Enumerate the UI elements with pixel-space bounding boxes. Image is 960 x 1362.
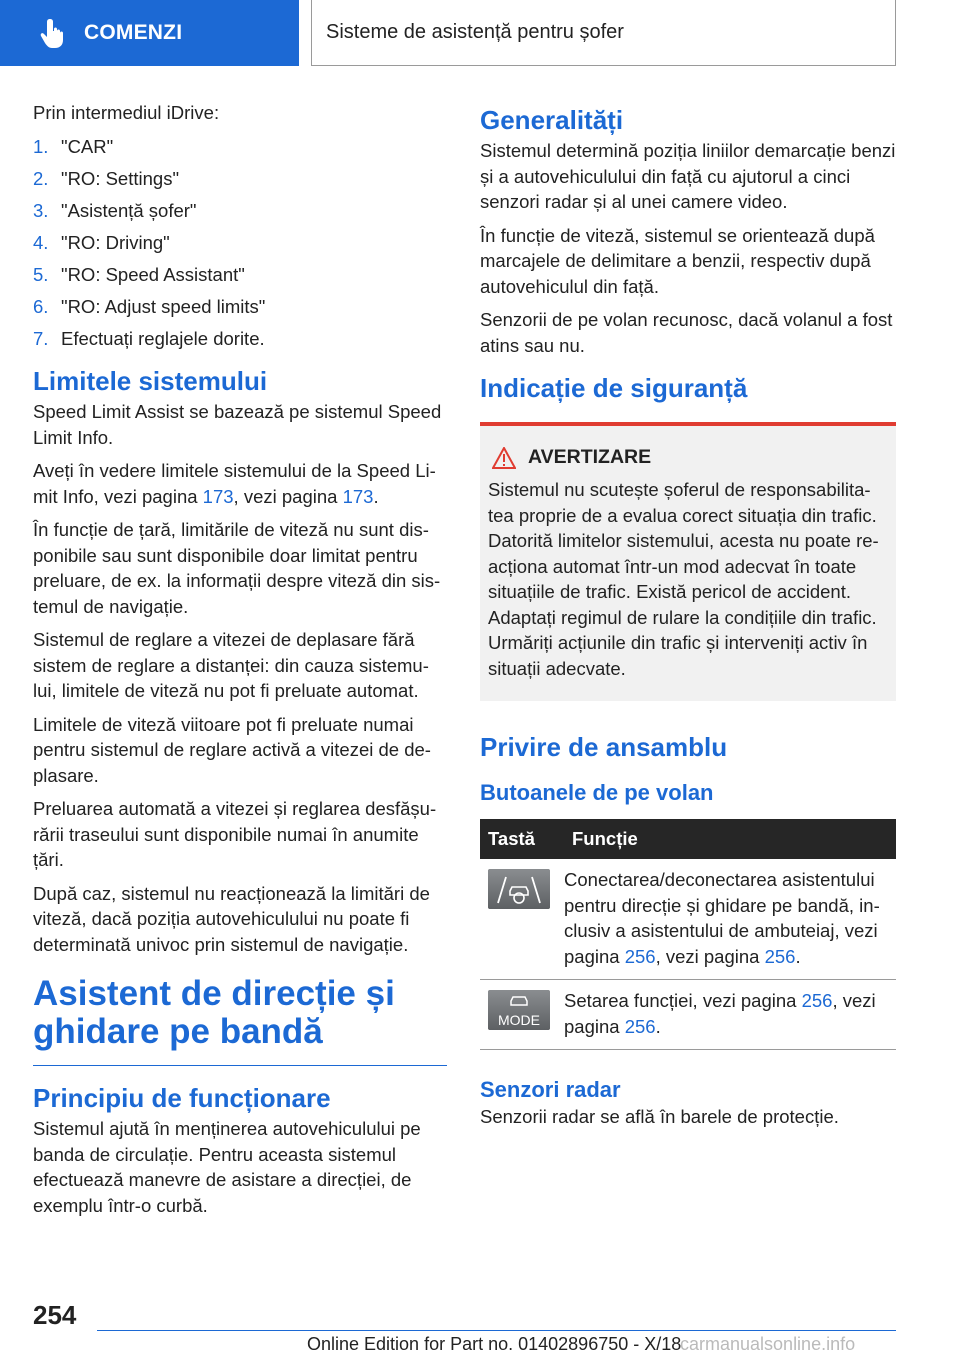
table-row: Conectarea/deconectarea asistentului pentru direcție și ghidare pe bandă, in-clusiv a asistentului de ambuteiaj, vezi pagina 256, vezi pagina 256. — [480, 859, 896, 980]
paragraph: Preluarea automată a vitezei și reglarea desfășu-rării traseului sunt disponibile numai în anumite țări. — [33, 798, 437, 870]
table-row: MODE Setarea funcției, vezi pagina 256, vezi pagina 256. — [480, 980, 896, 1050]
paragraph: Sistemul determină poziția liniilor demarcație benzi și a autovehiculului din față cu ajutorul a cinci senzori radar și al unei camere video. — [480, 140, 896, 212]
buttons-table — [480, 819, 896, 1050]
warning-box — [480, 422, 896, 701]
warning-text: Sistemul nu scutește șoferul de responsabilita-tea proprie de a evalua corect situația din trafic. Datorită limitelor sistemului, acesta nu poate re-acționa automat într-un mod adecvat în toate situațiile de trafic. Există pericol de accident. Adaptați regimul de rulare la condițiile din trafic. Urmăriți acțiunile din trafic și interveniți activ în situații adecvate. — [488, 479, 879, 679]
overview-heading: Privire de ansamblu — [480, 732, 728, 762]
page-link[interactable]: 256 — [801, 990, 833, 1011]
buttons-heading: Butoanele de pe volan — [480, 780, 714, 805]
list-item: 4. "RO: Driving" — [33, 231, 170, 253]
main-heading: Asistent de direcție și ghidare pe bandă — [33, 975, 447, 1066]
general-heading: Generalități — [480, 105, 624, 135]
watermark: carmanualsonline.info — [680, 1334, 856, 1354]
list-item: 1. "CAR" — [33, 135, 114, 157]
safety-heading: Indicație de siguranță — [480, 373, 748, 403]
principle-heading: Principiu de funcționare — [33, 1083, 331, 1113]
footer-divider — [97, 1330, 896, 1331]
section-title: Sisteme de asistență pentru șofer — [311, 0, 896, 66]
right-column — [480, 100, 896, 1138]
paragraph: După caz, sistemul nu reacționează la limitări de viteză, dacă poziția autovehiculului nu poate fi determinată univoc prin sistemul de navigație. — [33, 882, 430, 955]
paragraph: Aveți în vedere limitele sistemului de la Speed Li-mit Info, vezi pagina 173, vezi pagina 173. — [33, 460, 436, 507]
paragraph: Sistemul ajută în menținerea autovehiculului pe banda de circulație. Pentru aceasta sistemul efectuează manevre de asistare a direcției, de exemplu într-o curbă. — [33, 1118, 421, 1216]
table-header-row — [480, 819, 896, 859]
warning-triangle-icon — [492, 447, 516, 469]
paragraph: În funcție de viteză, sistemul se orientează după marcajele de delimitare a benzii, respectiv după autovehiculul din față. — [480, 224, 875, 297]
page-link[interactable]: 173 — [202, 485, 234, 507]
left-column — [33, 100, 447, 1226]
page-number: 254 — [33, 1300, 77, 1330]
chapter-tab[interactable] — [0, 0, 299, 66]
lane-assist-steering-icon — [488, 869, 550, 909]
column-header: Tastă — [480, 819, 564, 859]
intro-text: Prin intermediul iDrive: — [33, 102, 220, 123]
page-link[interactable]: 256 — [764, 945, 796, 967]
hand-pointer-icon — [40, 17, 68, 49]
page-link[interactable]: 173 — [342, 485, 374, 507]
list-item: 3. "Asistență șofer" — [33, 199, 197, 221]
page-link[interactable]: 256 — [624, 1015, 656, 1037]
paragraph: Sistemul de reglare a vitezei de deplasare fără sistem de reglare a distanței: din cauza sistemu-lui, limitele de viteză nu pot fi preluate automat. — [33, 629, 429, 701]
page-link[interactable]: 256 — [624, 945, 656, 967]
edition-text: Online Edition for Part no. 01402896750 - X/18 — [307, 1334, 682, 1354]
svg-text:MODE: MODE — [498, 1012, 540, 1028]
idrive-steps — [33, 134, 447, 352]
list-item: 7. Efectuați reglajele dorite. — [33, 327, 265, 349]
chapter-label: COMENZI — [84, 21, 183, 44]
limits-heading: Limitele sistemului — [33, 366, 268, 396]
paragraph: Speed Limit Assist se bazează pe sistemul Speed Limit Info. — [33, 401, 442, 448]
paragraph: Senzorii de pe volan recunosc, dacă volanul a fost atins sau nu. — [480, 309, 893, 356]
radar-heading: Senzori radar — [480, 1077, 621, 1102]
list-item: 5. "RO: Speed Assistant" — [33, 263, 245, 285]
list-item: 6. "RO: Adjust speed limits" — [33, 295, 266, 317]
warning-title: AVERTIZARE — [528, 446, 652, 468]
paragraph: Senzorii radar se află în barele de protecție. — [480, 1106, 839, 1127]
mode-button-icon — [488, 990, 550, 1030]
column-header: Funcție — [564, 819, 896, 859]
paragraph: În funcție de țară, limitările de viteză nu sunt dis-ponibile sau sunt disponibile doar limitat pentru preluare, de ex. la informații despre viteză din sis-temul de navigație. — [33, 519, 441, 617]
list-item: 2. "RO: Settings" — [33, 167, 180, 189]
paragraph: Limitele de viteză viitoare pot fi preluate numai pentru sistemul de reglare activă a vitezei de de-plasare. — [33, 713, 431, 786]
